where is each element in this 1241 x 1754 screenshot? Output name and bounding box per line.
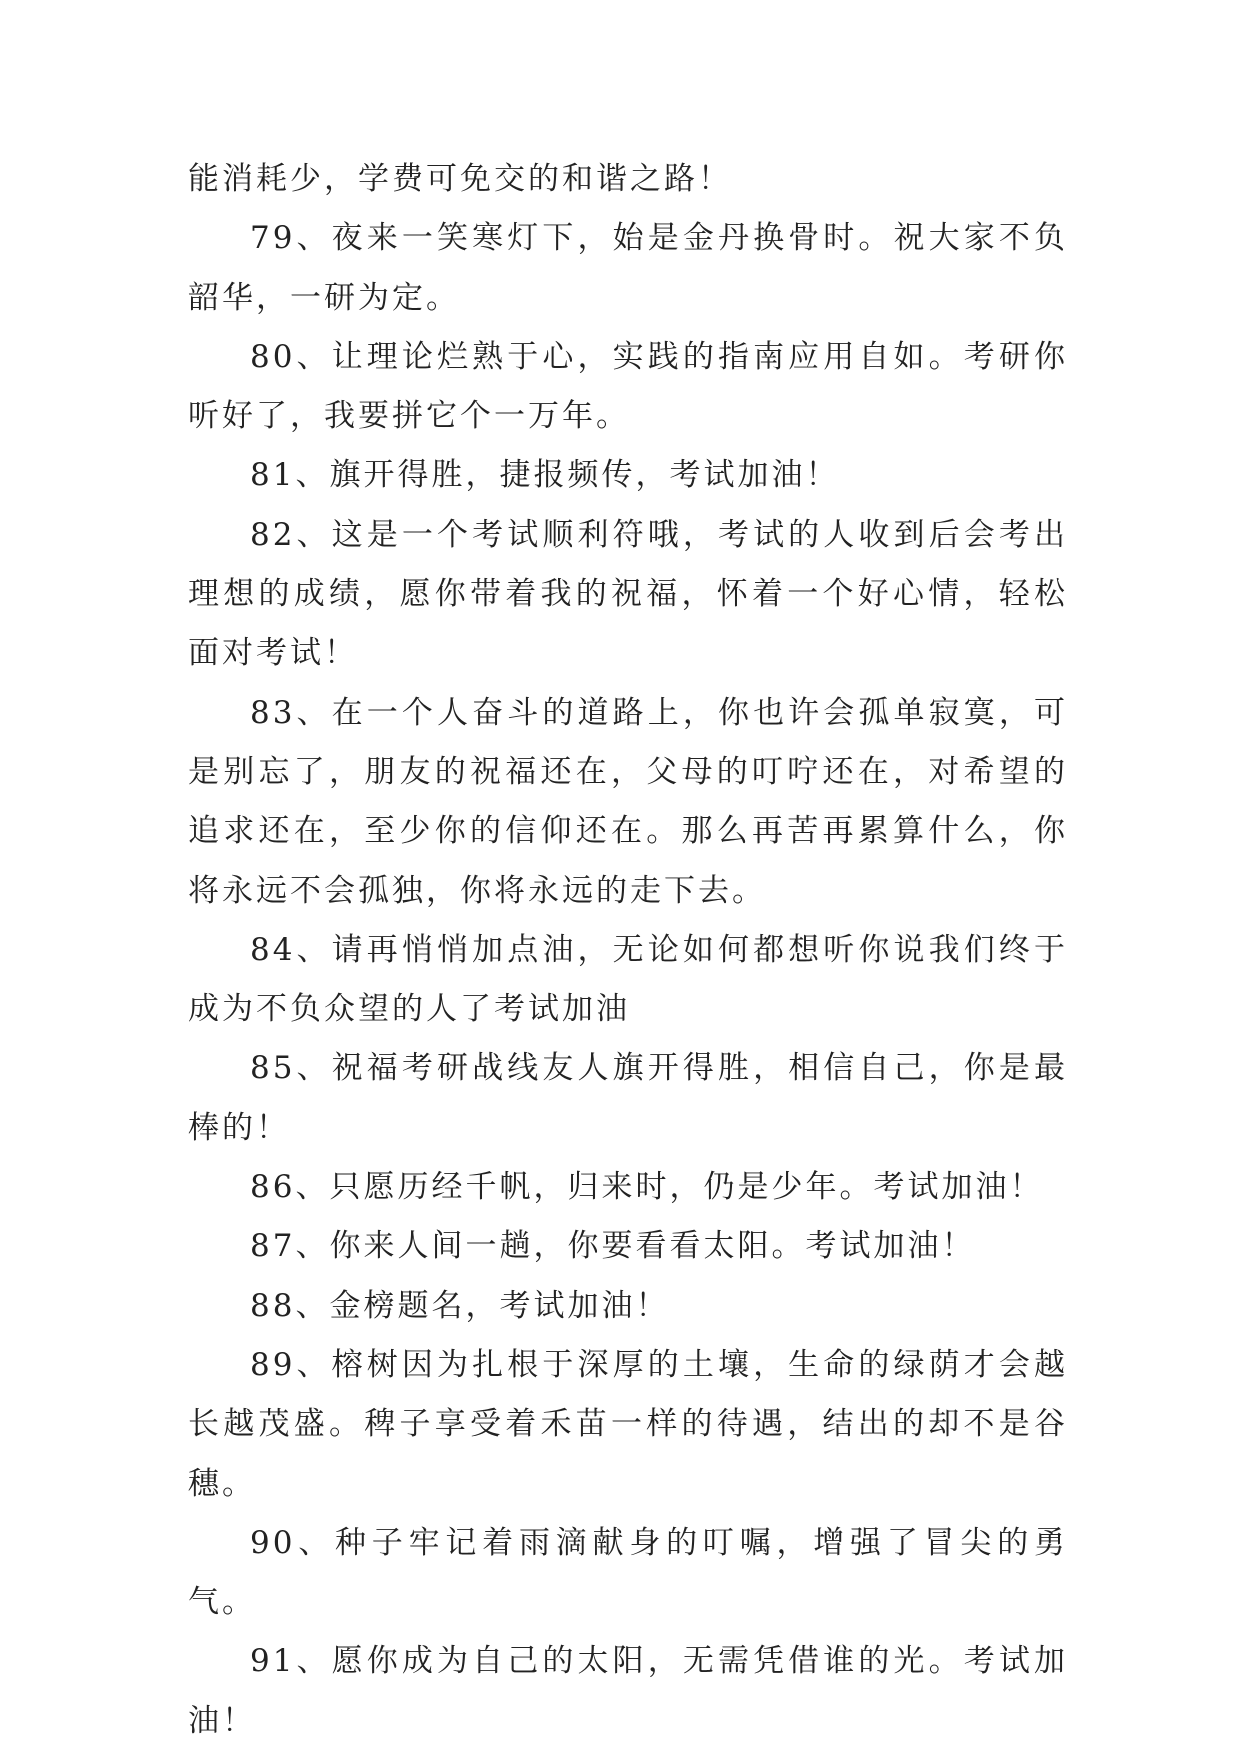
paragraph-84: 84、请再悄悄加点油，无论如何都想听你说我们终于成为不负众望的人了考试加油: [188, 931, 1068, 1028]
paragraph-88: 88、金榜题名，考试加油！: [250, 1287, 670, 1324]
paragraph-91: 91、愿你成为自己的太阳，无需凭借谁的光。考试加油！: [188, 1643, 1068, 1739]
paragraph-85: 85、祝福考研战线友人旗开得胜，相信自己，你是最棒的！: [188, 1050, 1068, 1146]
paragraph-81: 81、旗开得胜，捷报频传，考试加油！: [250, 457, 840, 494]
paragraph-82: 82、这是一个考试顺利符哦，考试的人收到后会考出理想的成绩，愿你带着我的祝福，怀着一个好心情，轻松面对考试！: [188, 516, 1068, 672]
paragraph-89: 89、榕树因为扎根于深厚的土壤，生命的绿荫才会越长越茂盛。稗子享受着禾苗一样的待遇，结出的却不是谷穗。: [188, 1346, 1068, 1502]
paragraph-83: 83、在一个人奋斗的道路上，你也许会孤单寂寞，可是别忘了，朋友的祝福还在，父母的叮咛还在，对希望的追求还在，至少你的信仰还在。那么再苦再累算什么，你将永远不会孤独，你将永远的走下去。: [188, 694, 1068, 909]
paragraph-continuation: 能消耗少，学费可免交的和谐之路！: [188, 161, 732, 197]
paragraph-80: 80、让理论烂熟于心，实践的指南应用自如。考研你听好了，我要拼它个一万年。: [188, 338, 1068, 435]
paragraph-87: 87、你来人间一趟，你要看看太阳。考试加油！: [250, 1228, 976, 1265]
paragraph-86: 86、只愿历经千帆，归来时，仍是少年。考试加油！: [250, 1169, 1044, 1206]
paragraph-90: 90、种子牢记着雨滴献身的叮嘱，增强了冒尖的勇气。: [188, 1524, 1068, 1621]
paragraph-79: 79、夜来一笑寒灯下，始是金丹换骨时。祝大家不负韶华，一研为定。: [188, 220, 1068, 316]
document-body: [188, 150, 1068, 1751]
